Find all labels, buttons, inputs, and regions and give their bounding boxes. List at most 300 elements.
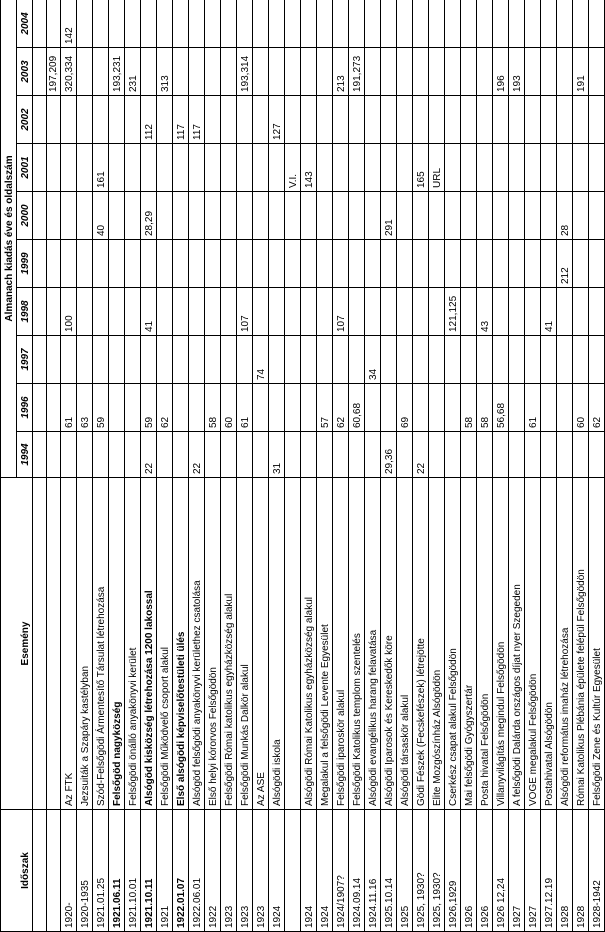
page-ref-cell-1996 [365, 384, 381, 432]
page-ref-cell-1996 [125, 384, 141, 432]
page-ref-cell-2000 [253, 192, 269, 240]
page-ref-cell-1999 [493, 240, 509, 288]
page-ref-cell-1998 [429, 288, 445, 336]
page-ref-cell-1994 [47, 432, 61, 478]
page-ref-cell-2000 [333, 192, 349, 240]
page-ref-cell-2004 [573, 0, 589, 48]
page-ref-cell-2004 [189, 0, 205, 48]
table-row [333, 0, 349, 932]
table-row [429, 0, 445, 932]
page-ref-cell-2003 [173, 48, 189, 96]
page-ref-cell-1999 [189, 240, 205, 288]
period-cell: 1927 [509, 810, 525, 932]
page-ref-cell-1996 [541, 384, 557, 432]
period-cell: 1921 [157, 810, 173, 932]
page-ref-cell-2003 [269, 48, 285, 96]
page-ref-cell-1997 [221, 336, 237, 384]
page-ref-cell-2004 [541, 0, 557, 48]
page-ref-cell-2002 [285, 96, 301, 144]
page-ref-cell-2000 [397, 192, 413, 240]
page-ref-cell-2001: 143 [301, 144, 317, 192]
page-ref-cell-1997: 34 [365, 336, 381, 384]
page-ref-cell-2002 [253, 96, 269, 144]
page-ref-cell-1997 [109, 336, 125, 384]
page-ref-cell-2003 [477, 48, 493, 96]
page-ref-cell-2002 [77, 96, 93, 144]
period-cell: 1924 [317, 810, 333, 932]
table-row [33, 0, 47, 932]
event-cell: Felsőgödi Működvelő csoport alakul [157, 478, 173, 810]
page-ref-cell-1994 [221, 432, 237, 478]
page-ref-cell-1996: 61 [525, 384, 541, 432]
period-cell: 1926 12,24 [493, 810, 509, 932]
page-ref-cell-1996 [285, 384, 301, 432]
event-cell: Első alsógödi képviselőtestületi ülés [173, 478, 189, 810]
page-ref-cell-1999 [477, 240, 493, 288]
event-cell: Felsőgöd nagyközség [109, 478, 125, 810]
page-ref-cell-2000: 28 [557, 192, 573, 240]
table-row [109, 0, 125, 932]
page-ref-cell-1999 [349, 240, 365, 288]
event-cell: Felsőgödi Római katolikus egyházközség alakul [221, 478, 237, 810]
page-ref-cell-1996: 56,68 [493, 384, 509, 432]
page-ref-cell-1999 [173, 240, 189, 288]
page-ref-cell-2000: 40 [93, 192, 109, 240]
period-cell: 1924.11.16 [365, 810, 381, 932]
page-ref-cell-1994 [173, 432, 189, 478]
page-ref-cell-2003 [301, 48, 317, 96]
page-ref-cell-1996 [109, 384, 125, 432]
event-cell [33, 478, 47, 810]
page-ref-cell-1999 [77, 240, 93, 288]
page-ref-cell-1996: 59 [93, 384, 109, 432]
page-ref-cell-2004 [77, 0, 93, 48]
page-ref-cell-1998 [381, 288, 397, 336]
page-ref-cell-2003 [221, 48, 237, 96]
almanac-header: Almanach kiadás éve és oldalszám [1, 0, 17, 478]
table-row [493, 0, 509, 932]
page-ref-cell-1998 [205, 288, 221, 336]
page-ref-cell-2003: 191 [573, 48, 589, 96]
page-ref-cell-1997 [541, 336, 557, 384]
page-ref-cell-2000 [349, 192, 365, 240]
page-ref-cell-2004 [237, 0, 253, 48]
page-ref-cell-2000 [125, 192, 141, 240]
page-ref-cell-1997 [557, 336, 573, 384]
page-ref-cell-1999 [93, 240, 109, 288]
page-ref-cell-2000 [365, 192, 381, 240]
page-ref-cell-1999 [381, 240, 397, 288]
page-ref-cell-2001 [77, 144, 93, 192]
page-ref-cell-2002 [461, 96, 477, 144]
event-cell: Római Katolikus Plébánia épülete felépül Felsőgödön [573, 478, 589, 810]
table-row [205, 0, 221, 932]
period-cell: 1925.10.14 [381, 810, 397, 932]
page-ref-cell-1997 [47, 336, 61, 384]
page-ref-cell-2000 [509, 192, 525, 240]
page-ref-cell-1998: 121,125 [445, 288, 461, 336]
table-row [557, 0, 573, 932]
page-ref-cell-2001 [205, 144, 221, 192]
event-cell: Alsógöd felsőgödi anyakönyvi kerülethez csatolása [189, 478, 205, 810]
page-ref-cell-1994 [541, 432, 557, 478]
event-cell: Alsógödi iskola [269, 478, 285, 810]
period-cell [285, 810, 301, 932]
period-cell: 1921.10.11 [141, 810, 157, 932]
page-ref-cell-1998: 41 [141, 288, 157, 336]
event-cell: Posta hivatal Felsőgödön [477, 478, 493, 810]
page-ref-cell-2004 [285, 0, 301, 48]
event-cell: A felsőgödi Dalárda országos díjat nyer Szegeden [509, 478, 525, 810]
page-ref-cell-2003 [413, 48, 429, 96]
year-header-1997: 1997 [17, 336, 33, 384]
page-ref-cell-2003: 196 [493, 48, 509, 96]
page-ref-cell-2001 [141, 144, 157, 192]
event-cell: Postahivatal Alsógödön [541, 478, 557, 810]
period-cell [47, 810, 61, 932]
page-ref-cell-1999 [461, 240, 477, 288]
page-ref-cell-1994 [253, 432, 269, 478]
page-ref-cell-2001 [333, 144, 349, 192]
page-ref-cell-2003: 191,273 [349, 48, 365, 96]
period-header: Időszak [1, 810, 33, 932]
page-ref-cell-2002 [445, 96, 461, 144]
period-cell: 1927.12.19 [541, 810, 557, 932]
page-ref-cell-1996 [429, 384, 445, 432]
page-ref-cell-1998 [253, 288, 269, 336]
page-ref-cell-1996: 62 [589, 384, 605, 432]
page-ref-cell-1998 [33, 288, 47, 336]
page-ref-cell-1997 [269, 336, 285, 384]
page-ref-cell-1999 [285, 240, 301, 288]
page-ref-cell-1994 [525, 432, 541, 478]
period-cell: 1928 [557, 810, 573, 932]
page-ref-cell-2004 [477, 0, 493, 48]
event-cell: Felsőgödi Katolikus templom szentelés [349, 478, 365, 810]
page-ref-cell-2000 [477, 192, 493, 240]
page-ref-cell-2004 [125, 0, 141, 48]
page-ref-cell-1999 [445, 240, 461, 288]
page-ref-cell-2003 [189, 48, 205, 96]
page-ref-cell-2001 [317, 144, 333, 192]
page-ref-cell-1994 [285, 432, 301, 478]
page-ref-cell-2004 [381, 0, 397, 48]
page-ref-cell-2000 [573, 192, 589, 240]
page-ref-cell-2002 [477, 96, 493, 144]
page-ref-cell-1998 [589, 288, 605, 336]
page-ref-cell-2001 [461, 144, 477, 192]
table-row [77, 0, 93, 932]
page-ref-cell-2004 [333, 0, 349, 48]
period-cell: 1921.10.01 [125, 810, 141, 932]
period-cell: 1925, 1930? [429, 810, 445, 932]
page-ref-cell-1998 [157, 288, 173, 336]
page-ref-cell-2003: 320,334 [61, 48, 77, 96]
page-ref-cell-1996: 60,68 [349, 384, 365, 432]
page-ref-cell-1997 [141, 336, 157, 384]
page-ref-cell-1994 [93, 432, 109, 478]
page-ref-cell-2000 [61, 192, 77, 240]
page-ref-cell-1996 [381, 384, 397, 432]
page-ref-cell-1999 [109, 240, 125, 288]
period-cell: 1924.09.14 [349, 810, 365, 932]
table-row [509, 0, 525, 932]
page-ref-cell-2002 [93, 96, 109, 144]
period-cell: 1925 [397, 810, 413, 932]
page-ref-cell-2000 [461, 192, 477, 240]
page-ref-cell-2002 [237, 96, 253, 144]
page-ref-cell-1994 [317, 432, 333, 478]
page-ref-cell-2004 [253, 0, 269, 48]
year-header-2002: 2002 [17, 96, 33, 144]
page-ref-cell-2002 [205, 96, 221, 144]
page-ref-cell-2000 [221, 192, 237, 240]
page-ref-cell-1998 [397, 288, 413, 336]
page-ref-cell-2001 [445, 144, 461, 192]
page-ref-cell-2002 [509, 96, 525, 144]
page-ref-cell-1998 [349, 288, 365, 336]
table-row [365, 0, 381, 932]
page-ref-cell-1994 [301, 432, 317, 478]
page-ref-cell-2003 [381, 48, 397, 96]
page-ref-cell-1998: 107 [237, 288, 253, 336]
page-ref-cell-2001 [509, 144, 525, 192]
page-ref-cell-2002 [333, 96, 349, 144]
page-ref-cell-2002 [493, 96, 509, 144]
page-ref-cell-2004 [47, 0, 61, 48]
page-ref-cell-2004 [173, 0, 189, 48]
table-row [445, 0, 461, 932]
page-ref-cell-2003 [429, 48, 445, 96]
page-ref-cell-2001 [541, 144, 557, 192]
page-ref-cell-2002 [109, 96, 125, 144]
page-ref-cell-2001 [61, 144, 77, 192]
page-ref-cell-2000 [589, 192, 605, 240]
page-ref-cell-1997 [477, 336, 493, 384]
period-cell: 1924 [301, 810, 317, 932]
period-cell [33, 810, 47, 932]
page-ref-cell-2002: 112 [141, 96, 157, 144]
page-ref-cell-1996 [445, 384, 461, 432]
period-cell: 1923 [253, 810, 269, 932]
page-ref-cell-2004 [33, 0, 47, 48]
page-ref-cell-1994 [589, 432, 605, 478]
page-ref-cell-1996 [557, 384, 573, 432]
page-ref-cell-2004 [109, 0, 125, 48]
period-cell: 1923 [221, 810, 237, 932]
page-ref-cell-1997 [61, 336, 77, 384]
page-ref-cell-2003 [77, 48, 93, 96]
page-ref-cell-1996: 58 [461, 384, 477, 432]
page-ref-cell-2004 [493, 0, 509, 48]
page-ref-cell-2003: 197,209 [47, 48, 61, 96]
period-cell: 1928 [573, 810, 589, 932]
page-ref-cell-2004 [141, 0, 157, 48]
page-ref-cell-2001 [47, 144, 61, 192]
page-ref-cell-2004 [397, 0, 413, 48]
period-cell: 1922.06.01 [189, 810, 205, 932]
page-ref-cell-1998 [317, 288, 333, 336]
page-ref-cell-1994: 31 [269, 432, 285, 478]
page-ref-cell-2001 [493, 144, 509, 192]
page-ref-cell-1997 [285, 336, 301, 384]
page-ref-cell-1999 [301, 240, 317, 288]
page-ref-cell-1997 [413, 336, 429, 384]
page-ref-cell-1999 [221, 240, 237, 288]
page-ref-cell-1997 [237, 336, 253, 384]
page-ref-cell-1997 [301, 336, 317, 384]
page-ref-cell-1994 [205, 432, 221, 478]
page-ref-cell-1998 [269, 288, 285, 336]
event-cell: Alsógöd kisközség létrehozása 1200 lakossal [141, 478, 157, 810]
page-ref-cell-2002 [47, 96, 61, 144]
page-ref-cell-1994 [333, 432, 349, 478]
page-ref-cell-2001 [33, 144, 47, 192]
page-ref-cell-1994 [493, 432, 509, 478]
page-ref-cell-1997 [397, 336, 413, 384]
page-ref-cell-1996: 62 [333, 384, 349, 432]
page-ref-cell-1999 [333, 240, 349, 288]
page-ref-cell-2000: 28,29 [141, 192, 157, 240]
table-row [317, 0, 333, 932]
page-ref-cell-2003 [525, 48, 541, 96]
event-cell: Felsőgödi Munkás Dalkör alakul [237, 478, 253, 810]
page-ref-cell-1996: 58 [205, 384, 221, 432]
period-cell: 1924/1907? [333, 810, 349, 932]
page-ref-cell-1999 [589, 240, 605, 288]
page-ref-cell-1998 [93, 288, 109, 336]
page-ref-cell-2002 [589, 96, 605, 144]
page-ref-cell-1997 [509, 336, 525, 384]
page-ref-cell-1998 [461, 288, 477, 336]
page-ref-cell-2004 [413, 0, 429, 48]
page-ref-cell-2000 [157, 192, 173, 240]
event-cell: Mai felsőgödi Gyógyszertár [461, 478, 477, 810]
table-row [237, 0, 253, 932]
page-ref-cell-1997 [493, 336, 509, 384]
page-ref-cell-2001 [525, 144, 541, 192]
period-cell: 1920- [61, 810, 77, 932]
page-ref-cell-1997 [445, 336, 461, 384]
page-ref-cell-1994: 29,36 [381, 432, 397, 478]
event-cell: Az FTK [61, 478, 77, 810]
page-ref-cell-2001: V.I. [285, 144, 301, 192]
page-ref-cell-2000 [47, 192, 61, 240]
page-ref-cell-1996 [269, 384, 285, 432]
page-ref-cell-2001: 161 [93, 144, 109, 192]
page-ref-cell-1996: 61 [61, 384, 77, 432]
page-ref-cell-1998 [493, 288, 509, 336]
page-ref-cell-1997 [317, 336, 333, 384]
table-row [173, 0, 189, 932]
table-row [61, 0, 77, 932]
page-ref-cell-2004 [557, 0, 573, 48]
page-ref-cell-2001 [557, 144, 573, 192]
event-cell: Jezsuiták a Szapáry kastélyban [77, 478, 93, 810]
page-ref-cell-1998: 100 [61, 288, 77, 336]
event-cell: VOGE megalakul Felsőgödön [525, 478, 541, 810]
page-ref-cell-2000 [285, 192, 301, 240]
page-ref-cell-1999: 212 [557, 240, 573, 288]
page-ref-cell-2002 [349, 96, 365, 144]
page-ref-cell-1998 [109, 288, 125, 336]
table-row [285, 0, 301, 932]
page-ref-cell-2004 [461, 0, 477, 48]
page-ref-cell-1999 [269, 240, 285, 288]
event-cell: Első helyi kórorvos Felsőgödön [205, 478, 221, 810]
page-ref-cell-2002 [61, 96, 77, 144]
page-ref-cell-2001 [269, 144, 285, 192]
table-row [301, 0, 317, 932]
page-ref-cell-1996 [173, 384, 189, 432]
page-ref-cell-2001 [381, 144, 397, 192]
page-ref-cell-1999 [413, 240, 429, 288]
table-row [349, 0, 365, 932]
page-ref-cell-2003: 313 [157, 48, 173, 96]
period-cell: 1921.06.11 [109, 810, 125, 932]
page-ref-cell-1998 [221, 288, 237, 336]
page-ref-cell-1997 [333, 336, 349, 384]
table-row [413, 0, 429, 932]
page-ref-cell-1997 [157, 336, 173, 384]
table-row [189, 0, 205, 932]
year-header-1998: 1998 [17, 288, 33, 336]
table-row [525, 0, 541, 932]
page-ref-cell-1996 [509, 384, 525, 432]
event-cell [285, 478, 301, 810]
page-ref-cell-1997 [173, 336, 189, 384]
page-ref-cell-2004 [589, 0, 605, 48]
table-row [157, 0, 173, 932]
page-ref-cell-2000 [429, 192, 445, 240]
page-ref-cell-2002 [525, 96, 541, 144]
page-ref-cell-1996 [301, 384, 317, 432]
page-ref-cell-1998 [125, 288, 141, 336]
page-ref-cell-2000 [237, 192, 253, 240]
page-ref-cell-2004: 142 [61, 0, 77, 48]
page-ref-cell-1999 [253, 240, 269, 288]
page-ref-cell-1996 [33, 384, 47, 432]
period-cell: 1925, 1930? [413, 810, 429, 932]
page-ref-cell-1994 [237, 432, 253, 478]
page-ref-cell-2003 [557, 48, 573, 96]
page-ref-cell-2002 [301, 96, 317, 144]
page-ref-cell-2002 [573, 96, 589, 144]
page-ref-cell-2000 [269, 192, 285, 240]
page-ref-cell-2004 [365, 0, 381, 48]
page-ref-cell-1994 [349, 432, 365, 478]
page-ref-cell-1997 [189, 336, 205, 384]
page-ref-cell-1997 [589, 336, 605, 384]
page-ref-cell-2000 [33, 192, 47, 240]
page-ref-cell-2001 [397, 144, 413, 192]
page-ref-cell-1996: 59 [141, 384, 157, 432]
page-ref-cell-2004 [269, 0, 285, 48]
page-ref-cell-1994 [429, 432, 445, 478]
page-ref-cell-2000 [173, 192, 189, 240]
page-ref-cell-1994 [461, 432, 477, 478]
event-cell: Elite Mozgószínház Alsógödön [429, 478, 445, 810]
year-header-2000: 2000 [17, 192, 33, 240]
page-ref-cell-1996: 60 [573, 384, 589, 432]
page-ref-cell-2004 [205, 0, 221, 48]
page-ref-cell-1998 [509, 288, 525, 336]
page-ref-cell-2003 [253, 48, 269, 96]
page-ref-cell-1997 [525, 336, 541, 384]
page-ref-cell-1994 [397, 432, 413, 478]
page-ref-cell-1994 [445, 432, 461, 478]
page-ref-cell-2001 [157, 144, 173, 192]
